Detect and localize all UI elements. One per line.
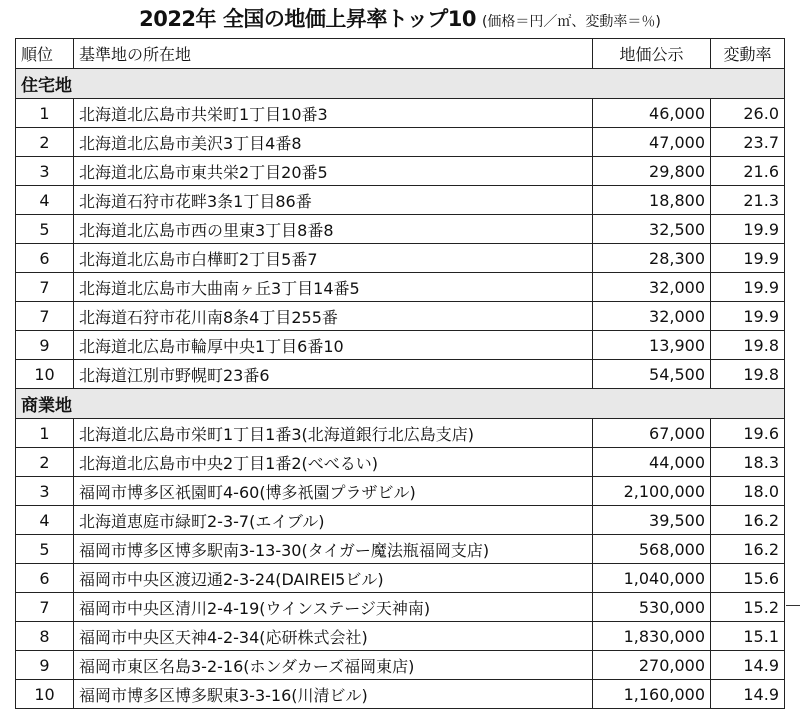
price-cell: 46,000 — [593, 99, 711, 128]
table-row — [16, 273, 785, 302]
location-cell: 福岡市中央区天神4-2-34(応研株式会社) — [74, 622, 593, 651]
land-price-table — [15, 38, 785, 709]
rank-cell: 9 — [16, 651, 74, 680]
table-row — [16, 448, 785, 477]
rank-cell: 9 — [16, 331, 74, 360]
table-row — [16, 128, 785, 157]
price-cell: 13,900 — [593, 331, 711, 360]
location-cell: 北海道石狩市花畔3条1丁目86番 — [74, 186, 593, 215]
table-title — [0, 0, 800, 38]
location-cell: 北海道恵庭市緑町2-3-7(エイブル) — [74, 506, 593, 535]
change-cell: 14.9 — [711, 651, 785, 680]
price-cell: 530,000 — [593, 593, 711, 622]
price-cell: 29,800 — [593, 157, 711, 186]
price-cell: 67,000 — [593, 419, 711, 448]
price-cell: 47,000 — [593, 128, 711, 157]
price-cell: 18,800 — [593, 186, 711, 215]
price-cell: 1,040,000 — [593, 564, 711, 593]
rank-cell: 2 — [16, 448, 74, 477]
price-cell: 28,300 — [593, 244, 711, 273]
section-row — [16, 69, 785, 99]
table-row — [16, 360, 785, 389]
location-cell: 北海道北広島市白樺町2丁目5番7 — [74, 244, 593, 273]
rank-cell: 7 — [16, 273, 74, 302]
rank-cell: 10 — [16, 360, 74, 389]
location-cell: 福岡市中央区清川2-4-19(ウインステージ天神南) — [74, 593, 593, 622]
rank-cell: 5 — [16, 535, 74, 564]
change-cell: 19.6 — [711, 419, 785, 448]
title-units-note: (価格＝円／㎡、変動率＝％) — [481, 14, 661, 30]
change-cell: 15.6 — [711, 564, 785, 593]
change-cell: 19.8 — [711, 360, 785, 389]
change-cell: 16.2 — [711, 535, 785, 564]
change-cell: 19.9 — [711, 244, 785, 273]
rank-cell: 1 — [16, 419, 74, 448]
change-cell: 19.9 — [711, 302, 785, 331]
table-row — [16, 244, 785, 273]
table-row — [16, 331, 785, 360]
rank-cell: 6 — [16, 564, 74, 593]
table-row — [16, 506, 785, 535]
location-cell: 福岡市博多区祇園町4-60(博多祇園プラザビル) — [74, 477, 593, 506]
location-cell: 北海道石狩市花川南8条4丁目255番 — [74, 302, 593, 331]
rank-cell: 3 — [16, 157, 74, 186]
table-row — [16, 99, 785, 128]
location-cell: 福岡市中央区渡辺通2-3-24(DAIREI5ビル) — [74, 564, 593, 593]
change-cell: 23.7 — [711, 128, 785, 157]
section-label: 住宅地 — [16, 69, 785, 99]
price-cell: 54,500 — [593, 360, 711, 389]
change-cell: 19.9 — [711, 273, 785, 302]
change-cell: 18.3 — [711, 448, 785, 477]
location-cell: 北海道北広島市大曲南ヶ丘3丁目14番5 — [74, 273, 593, 302]
table-row — [16, 157, 785, 186]
table-row — [16, 215, 785, 244]
header-rank: 順位 — [16, 39, 74, 69]
table-row — [16, 535, 785, 564]
change-cell: 15.1 — [711, 622, 785, 651]
table-row — [16, 651, 785, 680]
change-cell: 14.9 — [711, 680, 785, 709]
table-row — [16, 680, 785, 709]
header-change: 変動率 — [711, 39, 785, 69]
location-cell: 福岡市博多区博多駅東3-3-16(川清ビル) — [74, 680, 593, 709]
change-cell: 16.2 — [711, 506, 785, 535]
location-cell: 北海道北広島市美沢3丁目4番8 — [74, 128, 593, 157]
title-main: 2022年 全国の地価上昇率トップ10 — [139, 7, 476, 31]
price-cell: 39,500 — [593, 506, 711, 535]
price-cell: 44,000 — [593, 448, 711, 477]
table-row — [16, 593, 785, 622]
edge-mark — [786, 605, 800, 606]
location-cell: 北海道北広島市西の里東3丁目8番8 — [74, 215, 593, 244]
table-row — [16, 477, 785, 506]
change-cell: 26.0 — [711, 99, 785, 128]
rank-cell: 7 — [16, 302, 74, 331]
price-cell: 32,000 — [593, 273, 711, 302]
location-cell: 北海道北広島市輪厚中央1丁目6番10 — [74, 331, 593, 360]
rank-cell: 8 — [16, 622, 74, 651]
location-cell: 福岡市博多区博多駅南3-13-30(タイガー魔法瓶福岡支店) — [74, 535, 593, 564]
rank-cell: 6 — [16, 244, 74, 273]
rank-cell: 7 — [16, 593, 74, 622]
price-cell: 1,830,000 — [593, 622, 711, 651]
price-cell: 32,000 — [593, 302, 711, 331]
header-price: 地価公示 — [593, 39, 711, 69]
location-cell: 北海道北広島市共栄町1丁目10番3 — [74, 99, 593, 128]
rank-cell: 2 — [16, 128, 74, 157]
header-location: 基準地の所在地 — [74, 39, 593, 69]
change-cell: 21.6 — [711, 157, 785, 186]
change-cell: 18.0 — [711, 477, 785, 506]
price-cell: 270,000 — [593, 651, 711, 680]
table-row — [16, 622, 785, 651]
change-cell: 19.9 — [711, 215, 785, 244]
rank-cell: 4 — [16, 186, 74, 215]
table-row — [16, 564, 785, 593]
rank-cell: 10 — [16, 680, 74, 709]
location-cell: 北海道北広島市栄町1丁目1番3(北海道銀行北広島支店) — [74, 419, 593, 448]
price-cell: 2,100,000 — [593, 477, 711, 506]
rank-cell: 4 — [16, 506, 74, 535]
table-row — [16, 419, 785, 448]
rank-cell: 1 — [16, 99, 74, 128]
location-cell: 北海道北広島市東共栄2丁目20番5 — [74, 157, 593, 186]
section-label: 商業地 — [16, 389, 785, 419]
change-cell: 19.8 — [711, 331, 785, 360]
change-cell: 15.2 — [711, 593, 785, 622]
table-row — [16, 186, 785, 215]
section-row — [16, 389, 785, 419]
header-row — [16, 39, 785, 69]
location-cell: 北海道江別市野幌町23番6 — [74, 360, 593, 389]
rank-cell: 3 — [16, 477, 74, 506]
table-body — [16, 69, 785, 709]
price-cell: 1,160,000 — [593, 680, 711, 709]
price-cell: 32,500 — [593, 215, 711, 244]
location-cell: 福岡市東区名島3-2-16(ホンダカーズ福岡東店) — [74, 651, 593, 680]
change-cell: 21.3 — [711, 186, 785, 215]
price-cell: 568,000 — [593, 535, 711, 564]
rank-cell: 5 — [16, 215, 74, 244]
location-cell: 北海道北広島市中央2丁目1番2(べべるい) — [74, 448, 593, 477]
table-row — [16, 302, 785, 331]
